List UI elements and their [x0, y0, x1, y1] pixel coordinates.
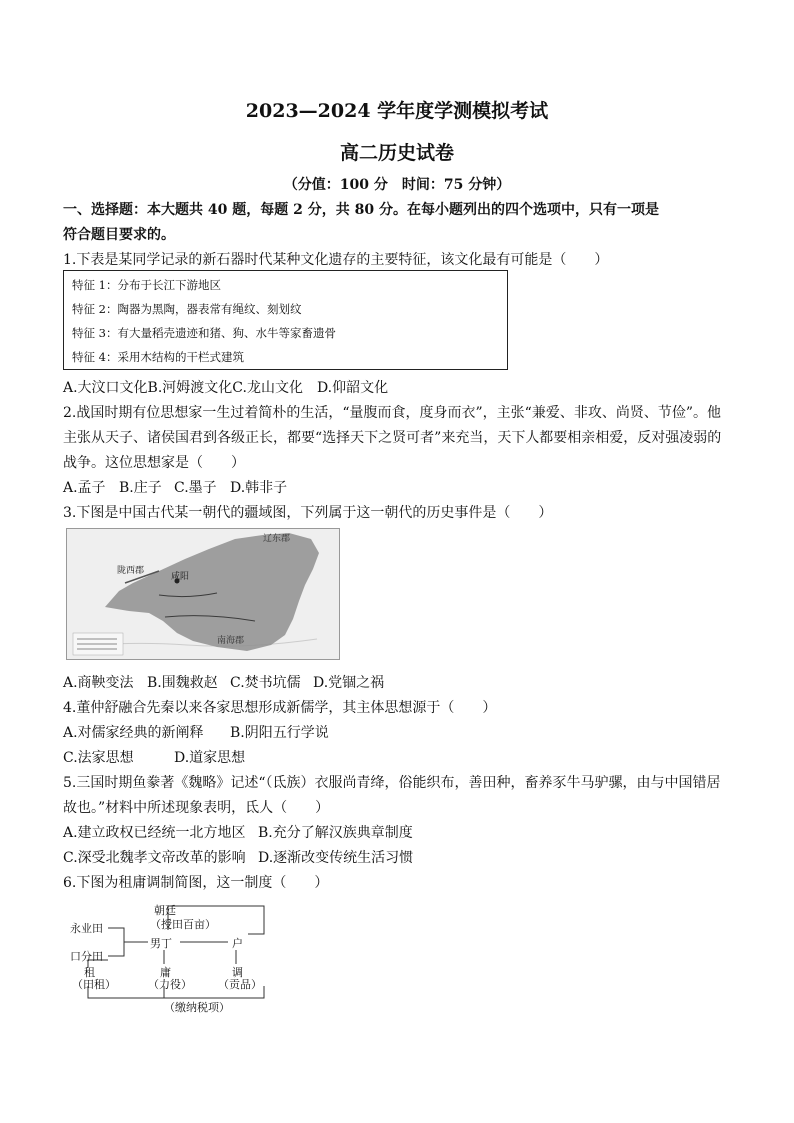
q5-stem-line2: 故也。”材料中所述现象表明，氐人（ ）: [63, 800, 330, 816]
q5-option-a: A.建立政权已经统一北方地区: [63, 825, 246, 841]
q6-zuyongdiao-diagram: [68, 902, 280, 1012]
q2-option-d: D.韩非子: [230, 480, 288, 496]
q5-option-c: C.深受北魏孝文帝改革的影响: [63, 850, 246, 866]
q5-stem-line1: 5.三国时期鱼豢著《魏略》记述“（氐族）衣服尚青绛，俗能织布，善田种，畜养豕牛马驴骡，由与中国错居: [63, 775, 721, 791]
diagram-yong: 庸: [160, 966, 171, 979]
map-label-liaodong: 辽东郡: [263, 534, 291, 544]
diagram-male-adult: 男丁: [150, 937, 172, 950]
diagram-court: 朝廷: [154, 904, 176, 917]
q4-option-c: C.法家思想: [63, 750, 134, 766]
map-label-xianyang: 咸阳: [171, 572, 190, 582]
diagram-diao: 调: [232, 966, 243, 979]
q4-option-b: B.阴阳五行学说: [230, 725, 329, 741]
q5-option-b: B.充分了解汉族典章制度: [258, 825, 413, 841]
q4-option-a: A.对儒家经典的新阐释: [63, 725, 204, 741]
diagram-zu-note: （田租）: [72, 978, 116, 991]
diagram-koufen-field: 口分田: [70, 950, 103, 963]
map-label-nanhai: 南海郡: [217, 636, 245, 646]
diagram-zu: 租: [84, 966, 95, 979]
q3-option-d: D.党锢之祸: [313, 675, 385, 691]
section-heading-line1: 一、选择题：本大题共 40 题，每题 2 分，共 80 分。在每小题列出的四个选项中，只有一项是: [63, 202, 659, 218]
q2-stem-line2: 主张从天子、诸侯国君到各级正长，都要“选择天下之贤可者”来充当，天下人都要相亲相爱，反对强凌弱的: [63, 430, 722, 446]
q2-option-a: A.孟子: [63, 480, 106, 496]
q5-option-d: D.逐渐改变传统生活习惯: [258, 850, 414, 866]
q2-option-b: B.庄子: [119, 480, 162, 496]
q2-stem-line1: 2.战国时期有位思想家一生过着简朴的生活，“量腹而食，度身而衣”，主张“兼爱、非攻、尚贤、节俭”。他: [63, 405, 721, 421]
q2-stem-line3: 战争。这位思想家是（ ）: [63, 455, 245, 471]
section-heading-line2: 符合题目要求的。: [63, 227, 175, 243]
exam-title: 2023—2024 学年度学测模拟考试: [245, 100, 549, 122]
diagram-household: 户: [232, 937, 243, 950]
q3-territory-map: [66, 528, 340, 660]
q3-stem: 3.下图是中国古代某一朝代的疆域图，下列属于这一朝代的历史事件是（ ）: [63, 505, 553, 521]
q1-feature-4: 特征 4：采用木结构的干栏式建筑: [72, 350, 244, 364]
q1-stem: 1.下表是某同学记录的新石器时代某种文化遗存的主要特征，该文化最有可能是（ ）: [63, 252, 609, 268]
q3-option-a: A.商鞅变法: [63, 675, 134, 691]
q1-options: A.大汶口文化B.河姆渡文化C.龙山文化 D.仰韶文化: [63, 380, 389, 396]
q3-option-b: B.围魏救赵: [147, 675, 218, 691]
map-graphic: [67, 529, 339, 659]
exam-subtitle: 高二历史试卷: [339, 142, 454, 164]
diagram-yongye-field: 永业田: [70, 922, 103, 935]
q4-option-d: D.道家思想: [174, 750, 246, 766]
diagram-tax-items: （缴纳税项）: [164, 1001, 230, 1014]
diagram-diao-note: （贡品）: [218, 978, 262, 991]
q2-option-c: C.墨子: [174, 480, 217, 496]
q1-feature-3: 特征 3：有大量稻壳遗迹和猪、狗、水牛等家畜遗骨: [72, 326, 336, 340]
q1-feature-2: 特征 2：陶器为黑陶，器表常有绳纹、刻划纹: [72, 302, 302, 316]
map-label-longxi: 陇西郡: [117, 566, 145, 576]
diagram-yong-note: （力役）: [148, 978, 192, 991]
q3-option-c: C.焚书坑儒: [230, 675, 301, 691]
diagram-land-grant: （授田百亩）: [150, 918, 216, 931]
q1-feature-table: [63, 270, 508, 370]
q1-feature-1: 特征 1：分布于长江下游地区: [72, 278, 221, 292]
q4-stem: 4.董仲舒融合先秦以来各家思想形成新儒学，其主体思想源于（ ）: [63, 700, 497, 716]
q6-stem: 6.下图为租庸调制简图，这一制度（ ）: [63, 875, 329, 891]
exam-meta: （分值：100 分 时间：75 分钟）: [283, 177, 511, 193]
